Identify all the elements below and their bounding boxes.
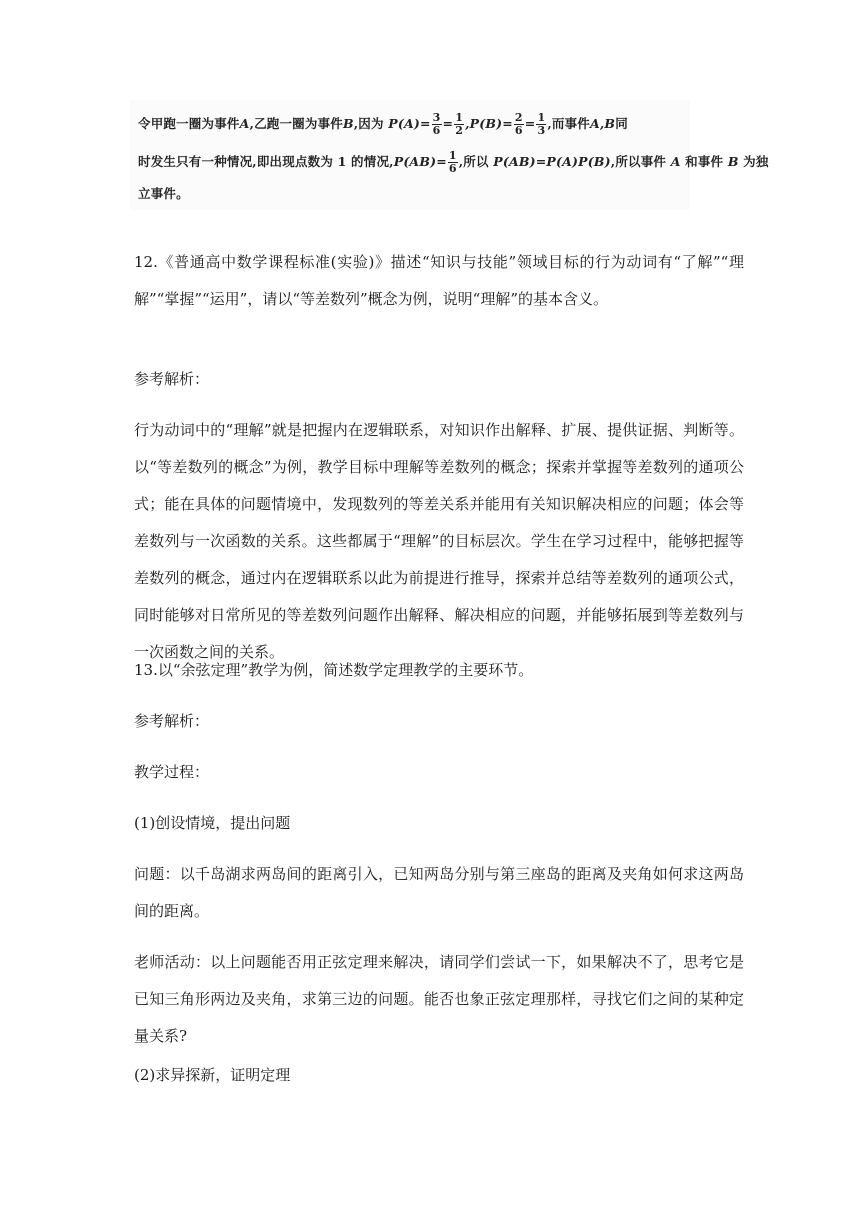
- scan-pa: P(A): [388, 116, 420, 131]
- scan-text: ,所以事件: [610, 154, 667, 169]
- scan-var-b: B: [342, 116, 354, 131]
- scan-text: ,因为: [353, 116, 384, 131]
- scan-eq: =: [419, 116, 431, 131]
- fraction-1-6: $\frac{1}{6}$: [448, 149, 457, 175]
- answer-12: 行为动词中的“理解”就是把握内在逻辑联系，对知识作出解释、扩展、提供证据、判断等。以“等差数列的概念”为例，教学目标中理解等差数列的概念；探索并掌握等差数列的通项公式；能在具体的问题情境中，发现数列的等差关系并能用有关知识解决相应的问题；体会等差数列与一次函数的关系。这些都属于“理解”的目标层次。学生在学习过程中，能够把握等差数列的概念，通过内在逻辑联系以此为前提进行推导，探索并总结等差数列的通项公式，同时能够对日常所见的等差数列问题作出解释、解决相应的问题，并能够拓展到等差数列与一次函数之间的关系。: [134, 421, 744, 661]
- reference-label-1: 参考解析：: [134, 370, 210, 388]
- scan-text: 和事件: [685, 154, 724, 169]
- scan-text: 时发生只有一种情况,即出现点数为 1 的情况,: [138, 154, 394, 169]
- scan-text: ,而事件: [547, 116, 590, 131]
- scan-line-1: [138, 112, 628, 137]
- question-13: 13.以“余弦定理”教学为例，简述数学定理教学的主要环节。: [134, 661, 534, 679]
- scan-ab: A,B: [589, 116, 616, 131]
- teaching-process-heading: 教学过程：: [134, 763, 210, 781]
- step-1-heading: (1)创设情境，提出问题: [134, 814, 291, 832]
- fraction-1-2: $\frac{1}{2}$: [455, 111, 464, 137]
- scan-pab: P(AB)=: [393, 154, 447, 169]
- scan-text: 为独: [743, 154, 769, 169]
- fraction-2-6: $\frac{2}{6}$: [514, 111, 523, 137]
- scanned-solution-image: [130, 100, 769, 210]
- scan-var-a: A: [670, 154, 681, 169]
- scan-text: 令甲跑一圈为事件: [138, 116, 240, 131]
- problem-paragraph: 问题：以千岛湖求两岛间的距离引入，已知两岛分别与第三座岛的距离及夹角如何求这两岛间的距离。: [134, 865, 744, 920]
- teacher-activity-paragraph: 老师活动：以上问题能否用正弦定理来解决，请同学们尝试一下，如果解决不了，思考它是已知三角形两边及夹角，求第三边的问题。能否也象正弦定理那样，寻找它们之间的某种定量关系?: [134, 953, 744, 1045]
- scan-text: 立事件。: [138, 186, 189, 201]
- scan-line-2: [138, 150, 769, 175]
- scan-text: ,乙跑一圈为事件: [249, 116, 343, 131]
- fraction-1-3: $\frac{1}{3}$: [537, 111, 546, 137]
- scan-text: ,所以: [458, 154, 489, 169]
- scan-var-a: A: [239, 116, 250, 131]
- step-2-heading: (2)求异探新，证明定理: [134, 1066, 291, 1084]
- reference-label-2: 参考解析：: [134, 712, 210, 730]
- scan-var-b: B: [727, 154, 739, 169]
- scan-eq: =: [442, 116, 454, 131]
- question-12: 12.《普通高中数学课程标准(实验)》描述“知识与技能”领域目标的行为动词有“了解”“理解”“掌握”“运用”，请以“等差数列”概念为例，说明“理解”的基本含义。: [134, 253, 744, 308]
- scan-pb: ,P(B)=: [465, 116, 513, 131]
- scan-text: 同: [615, 116, 628, 131]
- scan-line-3: [138, 184, 189, 202]
- scan-eq: =: [524, 116, 536, 131]
- fraction-3-6: $\frac{3}{6}$: [432, 111, 441, 137]
- scan-pab-eq: P(AB)=P(A)P(B): [493, 154, 611, 169]
